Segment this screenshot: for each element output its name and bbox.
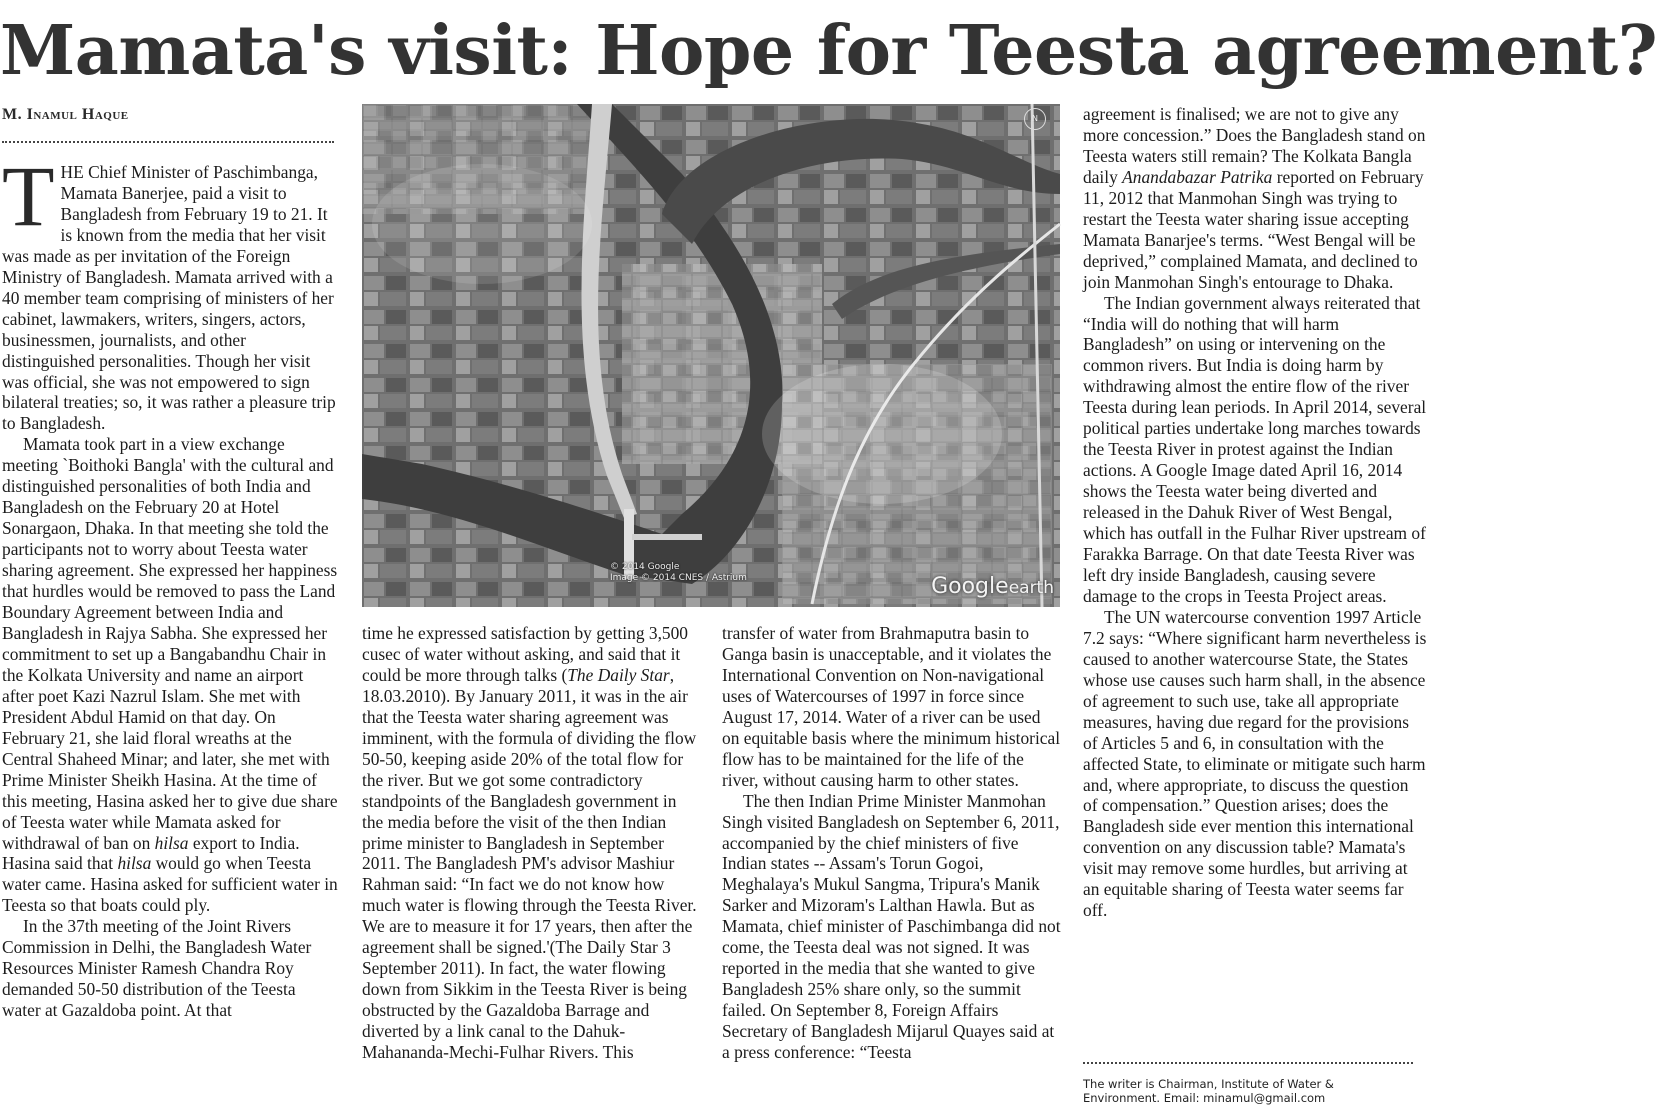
italic-daily-star: The Daily Star xyxy=(567,664,670,685)
paragraph-9: The UN watercourse convention 1997 Article 7.2 says: “Where significant harm nevertheless is caused to another watercourse State, the States whose use causes such harm shall, in the absence of agreement to such use, take all appropriate measures, having due regard for the provisions of Articles 5 and 6, in consultation with the affected State, to eliminate or mitigate such harm and, where appropriate, to discuss the question of compensation.” Question arises; does the Bangladesh side ever mention this international convention on any discussion table? Mamata's visit may remove some hurdles, but arriving at an equitable sharing of Teesta water seems far off. xyxy=(1083,606,1427,921)
italic-hilsa: hilsa xyxy=(117,853,152,874)
paragraph-6: The then Indian Prime Minister Manmohan Singh visited Bangladesh on September 6, 2011, accompanied by the chief ministers of five Indian states -- Assam's Torun Gogoi, Meghalaya's Mukul Sangma, Tripura's Manik Sarker and Mizoram's Lalthan Hawla. But as Mamata, chief minister of Paschimbanga did not come, the Teesta deal was not signed. It was reported in the media that she wanted to give Bangladesh 25% share only, so the summit failed. On September 8, Foreign Affairs Secretary of Bangladesh Mijarul Quayes said at a press conference: “Teesta xyxy=(722,790,1061,1063)
paragraph-4-text-b: , 18.03.2010). By January 2011, it was in the air that the Teesta water sharing agreement was imminent, with the formula of dividing the flow 50-50, keeping aside 20% of the total flow for the river. But we got some contradictory standpoints of the Bangladesh government in the media before the visit of the then Indian prime minister to Bangladesh in September 2011. The Bangladesh PM's advisor Mashiur Rahman said: “In fact we do not know how much water is flowing through the Teesta River. We are to measure it for 17 years, then after the agreement shall be signed.'(The Daily Star 3 September 2011). In fact, the water flowing down from Sikkim in the Teesta River is being obstructed by the Gazaldoba Barrage and diverted by a link canal to the Dahuk-Mahananda-Mechi-Fulhar Rivers. This xyxy=(362,664,697,1063)
byline-divider xyxy=(2,141,334,143)
author-name: M. Inamul Haque xyxy=(2,106,129,123)
headline: Mamata's visit: Hope for Teesta agreement? xyxy=(0,11,1657,91)
google-earth-logo xyxy=(931,574,1054,599)
paragraph-2-text-c: would go when Teesta water came. Hasina asked for sufficient water in Teesta so that boats could ply. xyxy=(2,853,338,916)
paragraph-2-text-a: Mamata took part in a view exchange meeting `Boithoki Bangla' with the cultural and distinguished personalities of both India and Bangladesh on the February 20 at Hotel Sonargaon, Dhaka. In that meeting she told the participants not to worry about Teesta water sharing agreement. She expressed her happiness that hurdles would be removed to pass the Land Boundary Agreement between India and Bangladesh in Rajya Sabha. She expressed her commitment to set up a Bangabandhu Chair in the Kolkata University and name an airport after poet Kazi Nazrul Islam. She met with President Abdul Hamid on that day. On February 21, she laid floral wreaths at the Central Shaheed Minar; and later, she met with Prime Minister Sheikh Hasina. At the time of this meeting, Hasina asked her to give due share of Teesta water while Mamata asked for withdrawal of ban on xyxy=(2,434,338,853)
paragraph-3: In the 37th meeting of the Joint Rivers Commission in Delhi, the Bangladesh Water Resources Minister Ramesh Chandra Roy demanded 50-50 distribution of the Teesta water at Gazaldoba point. At that xyxy=(2,916,312,1021)
satellite-photo-icon xyxy=(362,104,1060,607)
photo-credit-line: © 2014 Google xyxy=(610,562,680,572)
photo-credit-line: Image © 2014 CNES / Astrium xyxy=(610,573,747,583)
paragraph-1 xyxy=(2,148,338,434)
column-1 xyxy=(2,148,338,1021)
author-note: The writer is Chairman, Institute of Water & Environment. Email: minamul@gmail.com xyxy=(1083,1077,1334,1105)
drop-cap: T xyxy=(2,148,55,244)
paragraph-7-text-b: reported on February 11, 2012 that Manmohan Singh was trying to restart the Teesta water sharing issue accepting Mamata Banarjee's terms. “West Bengal will be deprived,” complained Mamata, and declined to join Manmohan Singh's entourage to Dhaka. xyxy=(1083,166,1424,292)
byline xyxy=(2,106,129,124)
italic-anandabazar: Anandabazar Patrika xyxy=(1122,166,1273,187)
paragraph-2-text-b: export to India. Hasina said that xyxy=(2,832,300,874)
paragraph-7-text-a: agreement is finalised; we are not to give any more concession.” Does the Bangladesh stand on Teesta waters still remain? The Kolkata Bangla daily xyxy=(1083,104,1426,187)
paragraph-4-text-a: time he expressed satisfaction by getting 3,500 cusec of water without asking, and said that it could be more through talks ( xyxy=(362,623,688,685)
logo-text: Google xyxy=(931,574,1009,599)
footer-divider xyxy=(1083,1062,1413,1064)
paragraph-5: transfer of water from Brahmaputra basin to Ganga basin is unacceptable, and it violates the International Convention on Non-navigational uses of Watercourses of 1997 in force since August 17, 2014. Water of a river can be used on equitable basis where the minimum historical flow has to be maintained for the life of the river, without causing harm to other states. xyxy=(722,623,1061,790)
paragraph-4 xyxy=(362,623,702,1063)
photo-credit xyxy=(610,562,747,584)
paragraph-1-text: HE Chief Minister of Paschimbanga, Mamata Banerjee, paid a visit to Bangladesh from February 19 to 21. It is known from the media that her visit was made as per invitation of the Foreign Ministry of Bangladesh. Mamata arrived with a 40 member team comprising of ministers of her cabinet, lawmakers, writers, singers, actors, businessmen, journalists, and other distinguished personalities. Though her visit was official, she was not empowered to sign bilateral treaties; so, it was rather a pleasure trip to Bangladesh. xyxy=(2,162,336,434)
paragraph-8: The Indian government always reiterated that “India will do nothing that will harm Bangladesh” on using or intervening on the common rivers. But India is doing harm by withdrawing almost the entire flow of the river Teesta during lean periods. In April 2014, several political parties undertake long marches towards the Teesta River in protest against the Indian actions. A Google Image dated April 16, 2014 shows the Teesta water being diverted and released in the Dahuk River of West Bengal, which has outfall in the Fulhar River upstream of Farakka Barrage. On that date Teesta River was left dry inside Bangladesh, causing severe damage to the crops in Teesta Project areas. xyxy=(1083,292,1427,606)
column-2 xyxy=(362,623,702,1063)
logo-suffix: earth xyxy=(1008,578,1054,598)
paragraph-7 xyxy=(1083,104,1427,293)
satellite-photo xyxy=(362,104,1060,607)
column-4 xyxy=(1083,104,1427,921)
compass-icon: N xyxy=(1024,108,1046,130)
column-3 xyxy=(722,623,1062,1063)
paragraph-2 xyxy=(2,434,338,916)
italic-hilsa: hilsa xyxy=(154,832,189,853)
